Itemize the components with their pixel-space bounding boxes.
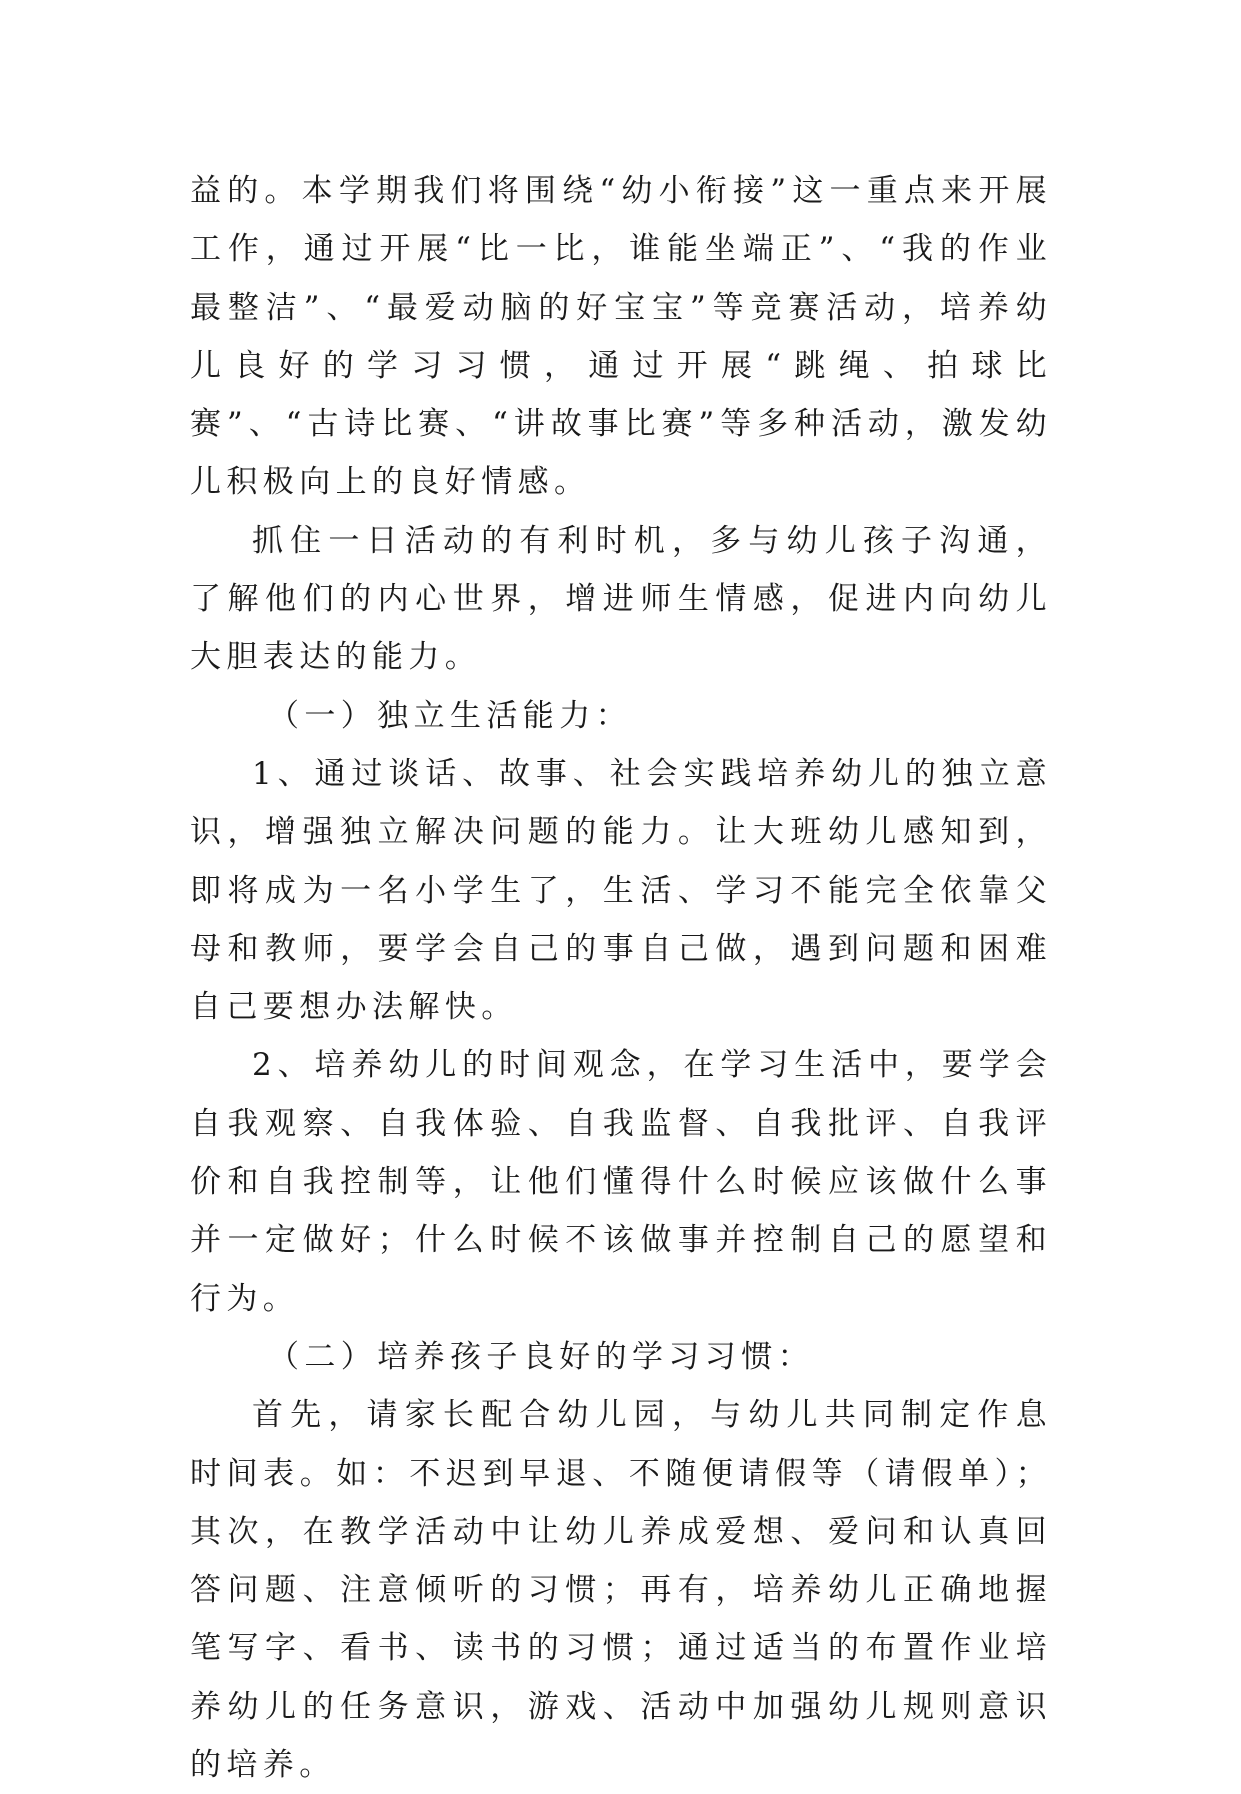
paragraph-continuation: 益的。本学期我们将围绕“幼小衔接”这一重点来开展工作，通过开展“比一比，谁能坐端正”、“我的作业最整洁”、“最爱动脑的好宝宝”等竞赛活动，培养幼儿良好的学习习惯，通过开展“跳绳、拍球比赛”、“古诗比赛、“讲故事比赛”等多种活动，激发幼儿积极向上的良好情感。	[190, 173, 1052, 501]
paragraph-study-habits: 首先，请家长配合幼儿园，与幼儿共同制定作息时间表。如：不迟到早退、不随便请假等（请假单）；其次，在教学活动中让幼儿养成爱想、爱问和认真回答问题、注意倾听的习惯；再有，培养幼儿正确地握笔写字、看书、读书的习惯；通过适当的布置作业培养幼儿的任务意识，游戏、活动中加强幼儿规则意识的培养。	[190, 1397, 1052, 1784]
section-heading-study-habits: （二）培养孩子良好的学习习惯：	[268, 1338, 814, 1375]
paragraph-item-1: 1、通过谈话、故事、社会实践培养幼儿的独立意识，增强独立解决问题的能力。让大班幼儿感知到，即将成为一名小学生了，生活、学习不能完全依靠父母和教师，要学会自己的事自己做，遇到问题和困难自己要想办法解快。	[190, 755, 1052, 1026]
document-body	[190, 162, 1052, 1794]
paragraph-communication: 抓住一日活动的有利时机，多与幼儿孩子沟通，了解他们的内心世界，增进师生情感，促进内向幼儿大胆表达的能力。	[190, 522, 1052, 676]
paragraph-item-2: 2、培养幼儿的时间观念，在学习生活中，要学会自我观察、自我体验、自我监督、自我批评、自我评价和自我控制等，让他们懂得什么时候应该做什么事并一定做好；什么时候不该做事并控制自己的愿望和行为。	[190, 1047, 1052, 1317]
section-heading-independent-living: （一）独立生活能力：	[268, 697, 632, 734]
